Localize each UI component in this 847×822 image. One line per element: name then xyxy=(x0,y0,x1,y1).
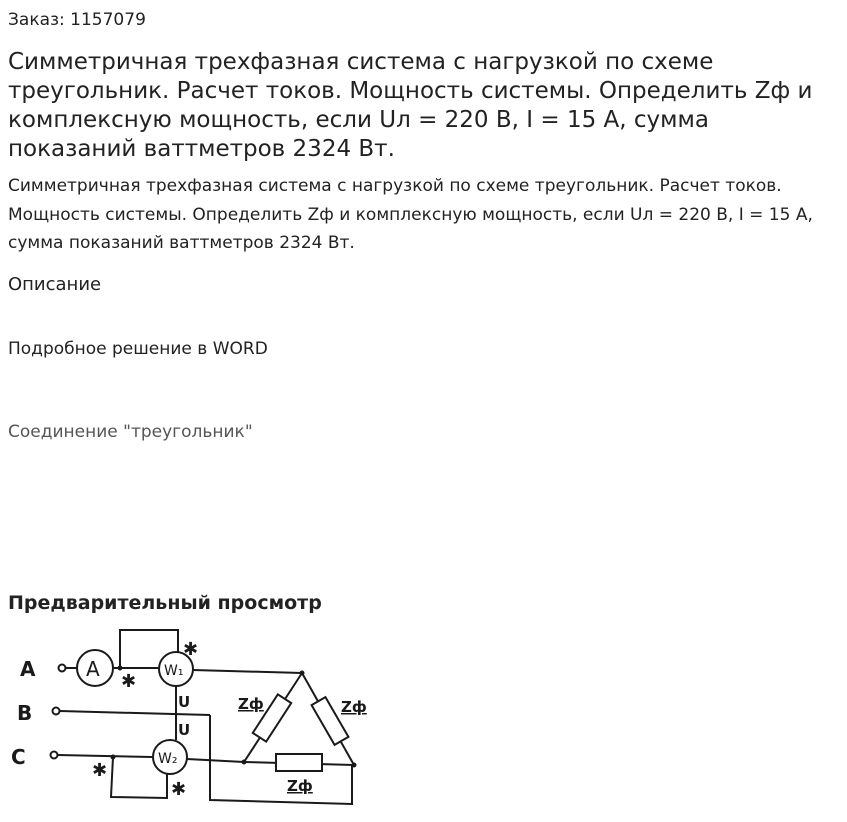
solution-format: Подробное решение в WORD xyxy=(8,339,268,359)
label-phase-b: B xyxy=(17,701,33,725)
order-number: Заказ: 1157079 xyxy=(8,10,146,30)
label-wattmeter-1: W₁ xyxy=(164,663,184,679)
star-w1-current: ✱ xyxy=(121,671,137,692)
label-z-right: Zф xyxy=(341,698,367,716)
terminal-a xyxy=(59,665,66,672)
preview-heading: Предварительный просмотр xyxy=(8,592,322,614)
label-z-left: Zф xyxy=(238,695,264,713)
terminal-c xyxy=(51,752,58,759)
label-z-bottom: Zф xyxy=(287,777,313,795)
task-description: Симметричная трехфазная система с нагрузкой по схеме треугольник. Расчет токов. Мощность системы. Определить Zф и комплексную мощность, если Uл = 220 В, I = 15 А, сумма показаний ваттметров 2324 Вт. xyxy=(8,176,813,253)
description-heading: Описание xyxy=(8,274,102,295)
label-phase-c: C xyxy=(11,745,26,769)
impedance-bottom xyxy=(276,754,322,771)
label-wattmeter-2: W₂ xyxy=(158,751,178,767)
star-w2-current: ✱ xyxy=(92,760,108,781)
label-u-1: U xyxy=(178,693,191,711)
label-phase-a: A xyxy=(20,657,36,681)
circuit-diagram xyxy=(0,620,380,815)
star-w1-voltage: ✱ xyxy=(183,639,199,660)
terminal-b xyxy=(53,708,60,715)
label-u-2: U xyxy=(178,721,191,739)
star-w2-voltage: ✱ xyxy=(171,779,187,800)
label-ammeter: A xyxy=(86,657,100,681)
page-title: Симметричная трехфазная система с нагрузкой по схеме треугольник. Расчет токов. Мощность системы. Определить Zф и комплексную мощность, если Uл = 220 В, I = 15 А, сумма показаний ваттметров 2324 Вт. xyxy=(8,49,813,162)
connection-type: Соединение "треугольник" xyxy=(8,422,253,442)
